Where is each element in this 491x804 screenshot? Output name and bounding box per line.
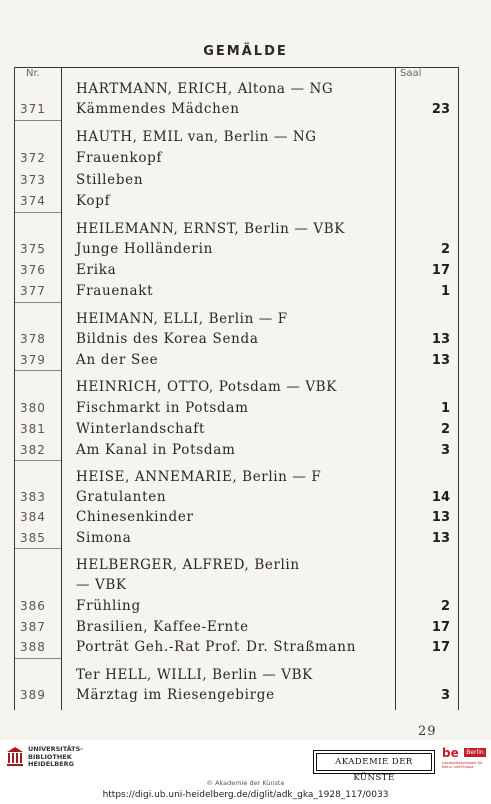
ub-line-2: BIBLIOTHEK	[28, 752, 72, 761]
saal-number: 2	[440, 599, 450, 614]
catalog-number: 379	[20, 353, 46, 367]
copyright-notice: © Akademie der Künste	[206, 779, 285, 787]
group-separator	[15, 302, 61, 303]
ub-line-3: HEIDELBERG	[28, 760, 75, 768]
artwork-title: Winterlandschaft	[76, 421, 206, 437]
artist-row	[14, 377, 458, 398]
artist-row	[14, 127, 458, 148]
table-row	[14, 148, 458, 169]
table-row	[14, 350, 458, 371]
saal-number: 3	[440, 688, 450, 703]
artwork-title: Frauenkopf	[76, 150, 163, 166]
group-separator	[15, 370, 61, 371]
catalog-number: 387	[20, 620, 46, 634]
table-row	[14, 637, 458, 658]
akademie-label: AKADEMIE DER KÜNSTE	[316, 753, 432, 771]
header-saal: Saal	[400, 68, 422, 79]
saal-number: 13	[431, 353, 450, 368]
artwork-title: Frauenakt	[76, 283, 154, 299]
table-row	[14, 329, 458, 350]
catalog-number: 374	[20, 194, 46, 208]
header-nr: Nr.	[26, 68, 40, 79]
catalog-number: 388	[20, 640, 46, 654]
artwork-title: Kämmendes Mädchen	[76, 101, 240, 117]
table-row	[14, 487, 458, 508]
saal-number: 13	[431, 332, 450, 347]
saal-number: 17	[431, 640, 450, 655]
group-separator	[15, 212, 61, 213]
artist-name: HEINRICH, OTTO, Potsdam — VBK	[76, 379, 337, 395]
catalog-number: 382	[20, 443, 46, 457]
artist-name: HAUTH, EMIL van, Berlin — NG	[76, 129, 317, 145]
catalog-number: 373	[20, 173, 46, 187]
catalog-number: 378	[20, 332, 46, 346]
saal-number: 13	[431, 510, 450, 525]
artist-row	[14, 219, 458, 240]
artist-name: — VBK	[76, 577, 127, 593]
catalog-number: 381	[20, 422, 46, 436]
table-row	[14, 617, 458, 638]
group-separator	[15, 548, 61, 549]
table-row	[14, 419, 458, 440]
artwork-title: Simona	[76, 530, 132, 546]
artwork-title: Junge Holländerin	[76, 241, 213, 257]
artist-name: HEISE, ANNEMARIE, Berlin — F	[76, 469, 322, 485]
artist-name: HARTMANN, ERICH, Altona — NG	[76, 81, 334, 97]
saal-number: 1	[440, 401, 450, 416]
artist-row	[14, 665, 458, 686]
page-title: GEMÄLDE	[203, 44, 288, 59]
artwork-title: Märztag im Riesengebirge	[76, 687, 275, 703]
artwork-title: Chinesenkinder	[76, 509, 194, 525]
table-row	[14, 239, 458, 260]
artwork-title: Erika	[76, 262, 117, 278]
catalog-number: 376	[20, 263, 46, 277]
table-right-rule	[458, 67, 459, 710]
university-library-logo-icon[interactable]	[6, 746, 24, 768]
table-row	[14, 260, 458, 281]
artist-row	[14, 79, 458, 100]
catalog-number: 375	[20, 242, 46, 256]
table-row	[14, 99, 458, 120]
group-separator	[15, 460, 61, 461]
catalog-number: 371	[20, 102, 46, 116]
berlin-logo[interactable]	[442, 746, 486, 772]
catalog-number: 372	[20, 151, 46, 165]
artwork-title: Fischmarkt in Potsdam	[76, 400, 249, 416]
table-row	[14, 507, 458, 528]
artwork-title: Kopf	[76, 193, 111, 209]
group-separator	[15, 120, 61, 121]
catalog-number: 384	[20, 510, 46, 524]
artwork-title: Porträt Geh.-Rat Prof. Dr. Straßmann	[76, 639, 357, 655]
table-row	[14, 528, 458, 549]
saal-number: 3	[440, 443, 450, 458]
group-separator	[15, 658, 61, 659]
page-url-link[interactable]: https://digi.ub.uni-heidelberg.de/diglit/adk_gka_1928_117/0033	[102, 790, 389, 800]
artwork-title: Stilleben	[76, 172, 144, 188]
catalog-number: 377	[20, 284, 46, 298]
artist-name: Ter HELL, WILLI, Berlin — VBK	[76, 667, 313, 683]
saal-number: 13	[431, 531, 450, 546]
saal-number: 17	[431, 620, 450, 635]
artist-name: HEILEMANN, ERNST, Berlin — VBK	[76, 221, 345, 237]
berlin-logo-caption: Landesdenkmalamt für Kultur und Europa	[442, 761, 483, 769]
akademie-logo[interactable]	[313, 750, 435, 783]
saal-number: 2	[440, 242, 450, 257]
catalog-number: 386	[20, 599, 46, 613]
table-row	[14, 440, 458, 461]
artwork-title: Am Kanal in Potsdam	[76, 442, 236, 458]
university-library-label[interactable]	[28, 746, 83, 769]
table-row	[14, 191, 458, 212]
artwork-title: Bildnis des Korea Senda	[76, 331, 259, 347]
table-row	[14, 281, 458, 302]
artwork-title: Gratulanten	[76, 489, 167, 505]
artist-row	[14, 309, 458, 330]
artwork-title: An der See	[76, 352, 159, 368]
artwork-title: Brasilien, Kaffee-Ernte	[76, 619, 249, 635]
saal-number: 14	[431, 490, 450, 505]
berlin-logo-text: be	[442, 746, 459, 760]
table-row	[14, 170, 458, 191]
artwork-title: Frühling	[76, 598, 141, 614]
saal-number: 1	[440, 284, 450, 299]
saal-number: 2	[440, 422, 450, 437]
table-top-rule	[14, 67, 458, 68]
page-number: 29	[418, 724, 437, 739]
catalog-number: 389	[20, 688, 46, 702]
catalog-number: 383	[20, 490, 46, 504]
berlin-logo-box: Berlin	[464, 748, 486, 757]
saal-number: 17	[431, 263, 450, 278]
artist-row	[14, 555, 458, 576]
catalog-number: 385	[20, 531, 46, 545]
table-row	[14, 596, 458, 617]
artist-name: HELBERGER, ALFRED, Berlin	[76, 557, 300, 573]
catalog-number: 380	[20, 401, 46, 415]
saal-number: 23	[431, 102, 450, 117]
table-row	[14, 398, 458, 419]
table-row	[14, 685, 458, 706]
ub-line-1: UNIVERSITÄTS-	[28, 745, 83, 753]
artist-row	[14, 575, 458, 596]
artist-name: HEIMANN, ELLI, Berlin — F	[76, 311, 288, 327]
artist-row	[14, 467, 458, 488]
